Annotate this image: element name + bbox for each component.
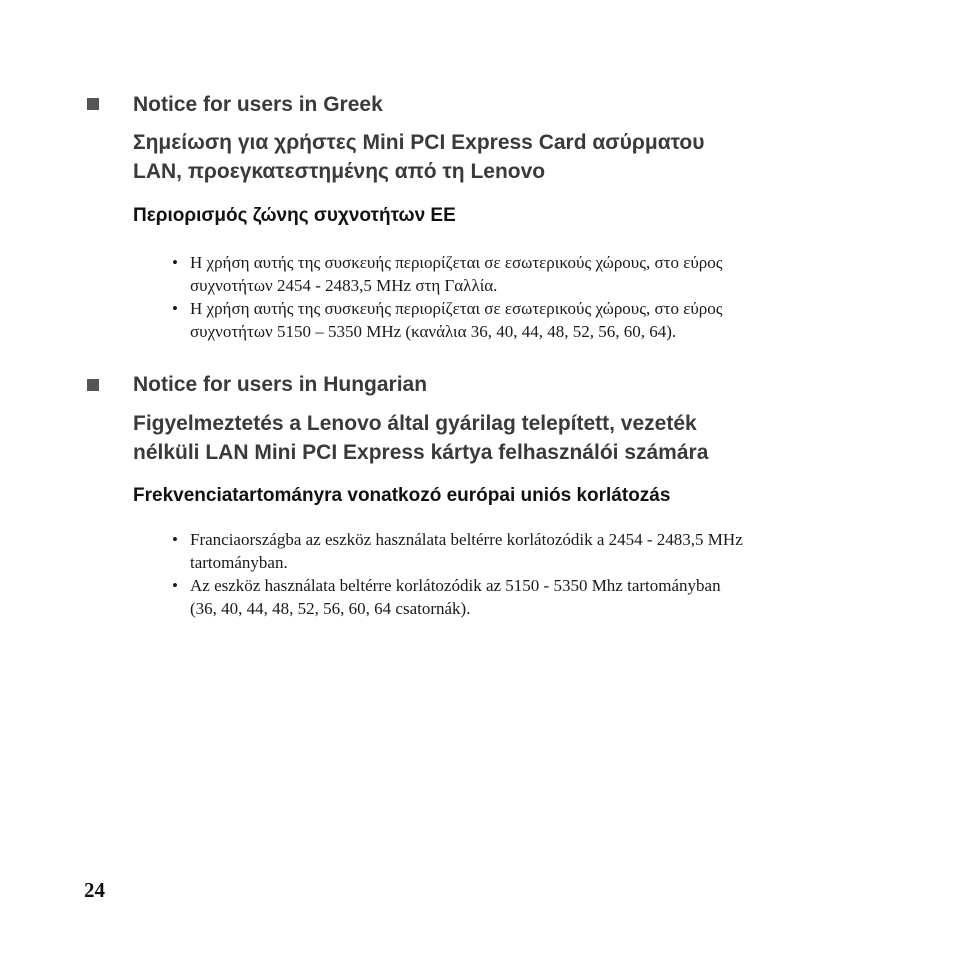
list-item-line: συχνοτήτων 2454 - 2483,5 MHz στη Γαλλία. xyxy=(190,276,498,295)
bullet-dot-icon: • xyxy=(172,576,178,595)
square-bullet-icon xyxy=(87,379,99,391)
list-item-line: Η χρήση αυτής της συσκευής περιορίζεται σε εσωτερικούς χώρους, στο εύρος xyxy=(190,299,723,318)
greek-restriction-heading: Περιορισμός ζώνης συχνοτήτων ΕΕ xyxy=(133,205,456,226)
bullet-dot-icon: • xyxy=(172,299,178,318)
hungarian-notice-subtitle xyxy=(133,409,708,467)
list-item xyxy=(172,297,722,343)
bullet-dot-icon: • xyxy=(172,253,178,272)
list-item-line: tartományban. xyxy=(190,553,288,572)
bullet-dot-icon: • xyxy=(172,530,178,549)
list-item-line: Az eszköz használata beltérre korlátozódik az 5150 - 5350 Mhz tartományban xyxy=(190,576,721,595)
greek-notice-subtitle xyxy=(133,128,704,186)
hungarian-restriction-heading: Frekvenciatartományra vonatkozó európai uniós korlátozás xyxy=(133,485,671,506)
list-item xyxy=(172,528,743,574)
greek-subtitle-line: Σημείωση για χρήστες Mini PCI Express Card ασύρματου xyxy=(133,131,705,154)
hungarian-notice-heading: Notice for users in Hungarian xyxy=(133,373,428,396)
list-item-line: Franciaországba az eszköz használata beltérre korlátozódik a 2454 - 2483,5 MHz xyxy=(190,530,743,549)
hungarian-subtitle-line: nélküli LAN Mini PCI Express kártya felhasználói számára xyxy=(133,441,709,464)
square-bullet-icon xyxy=(87,98,99,110)
list-item xyxy=(172,251,722,297)
page-number: 24 xyxy=(84,878,105,902)
hungarian-subtitle-line: Figyelmeztetés a Lenovo által gyárilag telepített, vezeték xyxy=(133,412,697,435)
list-item xyxy=(172,574,743,620)
greek-subtitle-line: LAN, προεγκατεστημένης από τη Lenovo xyxy=(133,160,546,183)
greek-bullet-list xyxy=(172,251,722,343)
list-item-line: συχνοτήτων 5150 – 5350 MHz (κανάλια 36, 40, 44, 48, 52, 56, 60, 64). xyxy=(190,322,677,341)
hungarian-bullet-list xyxy=(172,528,743,620)
list-item-line: (36, 40, 44, 48, 52, 56, 60, 64 csatornák). xyxy=(190,599,471,618)
greek-notice-heading: Notice for users in Greek xyxy=(133,93,383,116)
list-item-line: Η χρήση αυτής της συσκευής περιορίζεται σε εσωτερικούς χώρους, στο εύρος xyxy=(190,253,723,272)
